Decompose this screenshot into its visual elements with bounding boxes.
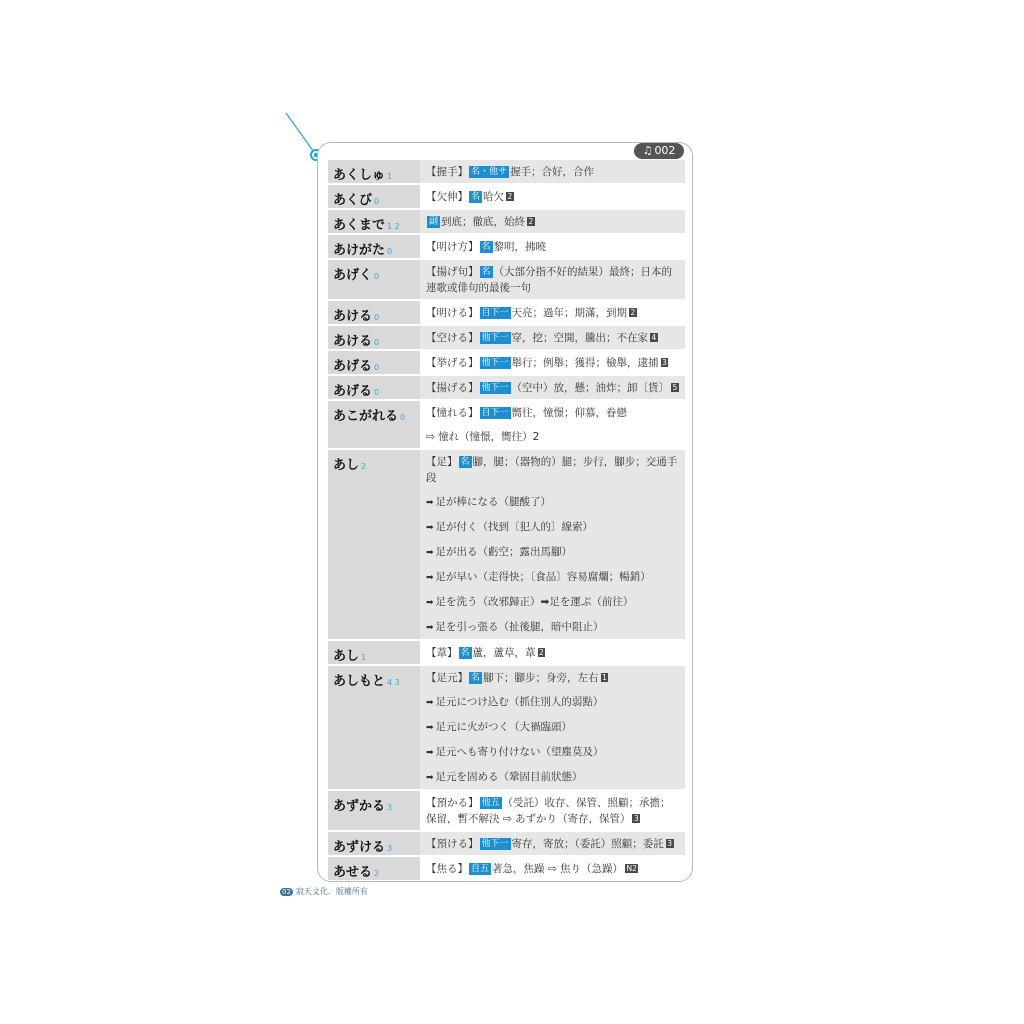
kanji-form: 【挙げる】 bbox=[426, 357, 479, 369]
arrow-icon: ➡ bbox=[426, 748, 434, 758]
page-footer bbox=[280, 886, 368, 897]
headword: あこがれる bbox=[333, 409, 399, 424]
headword-cell bbox=[328, 666, 420, 789]
meaning-text: 握手；合好，合作 bbox=[510, 166, 595, 178]
part-of-speech-tag: 名 bbox=[460, 648, 470, 658]
definition-cell bbox=[420, 791, 685, 830]
example-text: 足を引っ張る（扯後腿，暗中阻止） bbox=[435, 621, 604, 633]
level-badge: 5 bbox=[672, 383, 678, 392]
headword-cell bbox=[328, 857, 420, 880]
meaning-text: 著急，焦躁 ⇨ 焦り（急躁） bbox=[492, 863, 623, 875]
example-phrase bbox=[426, 494, 679, 511]
definition-cell bbox=[420, 235, 685, 258]
entry-row bbox=[328, 401, 685, 448]
meaning-text: 哈欠 bbox=[483, 191, 505, 203]
example-phrase bbox=[426, 429, 679, 445]
headword-cell bbox=[328, 235, 420, 258]
headword-cell bbox=[328, 260, 420, 299]
definition-cell bbox=[420, 832, 685, 855]
kanji-form: 【葦】 bbox=[426, 647, 458, 659]
headword: あける bbox=[333, 334, 373, 349]
entry-row bbox=[328, 376, 685, 399]
entry-row bbox=[328, 351, 685, 374]
headword: あずける bbox=[333, 840, 386, 855]
level-badge: 3 bbox=[662, 358, 667, 367]
headword-cell bbox=[328, 326, 420, 349]
headword: あくび bbox=[333, 193, 373, 208]
entry-row bbox=[328, 235, 685, 258]
meaning-text: 腳下；腳步；身旁，左右 bbox=[483, 672, 599, 684]
kanji-form: 【明け方】 bbox=[426, 241, 479, 253]
definition-cell bbox=[420, 351, 685, 374]
example-phrase bbox=[426, 544, 679, 561]
accent-number: 0 bbox=[387, 247, 393, 256]
headword: あくしゅ bbox=[333, 168, 386, 183]
definition-cell bbox=[420, 260, 685, 299]
audio-track-badge[interactable] bbox=[634, 143, 684, 159]
example-phrase bbox=[426, 519, 679, 536]
entry-row bbox=[328, 210, 685, 233]
example-phrase bbox=[426, 694, 679, 711]
definition-cell bbox=[420, 376, 685, 399]
part-of-speech-tag: 名・他サ bbox=[471, 167, 508, 177]
part-of-speech-tag: 他下一 bbox=[481, 333, 509, 343]
part-of-speech-tag: 他下一 bbox=[481, 839, 509, 849]
arrow-icon: ➡ bbox=[426, 548, 434, 558]
meaning-text: 蘆，蘆草，葦 bbox=[472, 647, 536, 659]
example-text: 足が棒になる（腿酸了） bbox=[435, 496, 552, 508]
example-text: 足が付く（找到〔犯人的〕線索） bbox=[435, 521, 594, 533]
definition-cell bbox=[420, 450, 685, 639]
accent-number: 0 bbox=[374, 197, 380, 206]
meaning-text: 寄存，寄放；（委託）照顧；委託 bbox=[511, 838, 664, 850]
part-of-speech-tag: 名 bbox=[481, 267, 491, 277]
headword-cell bbox=[328, 185, 420, 208]
part-of-speech-tag: 名 bbox=[471, 673, 481, 683]
definition-cell bbox=[420, 160, 685, 183]
kanji-form: 【欠伸】 bbox=[426, 191, 468, 203]
headword-cell bbox=[328, 791, 420, 830]
meaning-text: 天亮；過年；期滿，到期 bbox=[511, 307, 628, 319]
kanji-form: 【揚げ句】 bbox=[426, 266, 479, 278]
entry-row bbox=[328, 641, 685, 664]
headword-cell bbox=[328, 641, 420, 664]
headword: あし bbox=[333, 458, 360, 473]
accent-number: 0 bbox=[374, 272, 380, 281]
meaning-text: （空中）放，懸；油炸；卸〔貨〕 bbox=[511, 382, 670, 394]
kanji-form: 【焦る】 bbox=[426, 863, 468, 875]
example-text: 足が早い（走得快；〔食品〕容易腐爛；暢銷） bbox=[435, 571, 651, 583]
kanji-form: 【足元】 bbox=[426, 672, 468, 684]
meaning-text: 舉行；例舉；獲得；檢舉，逮捕 bbox=[511, 357, 659, 369]
example-text: 足元を固める（鞏固目前狀態） bbox=[435, 771, 583, 783]
entry-row bbox=[328, 857, 685, 880]
accent-number: 0 bbox=[374, 388, 380, 397]
kanji-form: 【預ける】 bbox=[426, 838, 479, 850]
example-phrase bbox=[426, 594, 679, 611]
example-phrase bbox=[426, 619, 679, 636]
music-note-icon: ♫ bbox=[642, 144, 653, 157]
entry-row bbox=[328, 666, 685, 789]
arrow-icon: ➡ bbox=[426, 498, 434, 508]
definition-cell bbox=[420, 401, 685, 448]
example-text: 足元に火がつく（大禍臨頭） bbox=[435, 721, 573, 733]
accent-number: 4 3 bbox=[387, 678, 400, 687]
example-phrase bbox=[426, 744, 679, 761]
kanji-form: 【預かる】 bbox=[426, 797, 479, 809]
meaning-text: 穿，挖；空開，騰出；不在家 bbox=[511, 332, 649, 344]
part-of-speech-tag: 他下一 bbox=[481, 383, 509, 393]
arrow-icon: ➡ bbox=[426, 773, 434, 783]
kanji-form: 【握手】 bbox=[426, 166, 468, 178]
part-of-speech-tag: 副 bbox=[429, 217, 439, 227]
meaning-text: （受託）收存、保管、照顧；承擔；保留，暫不解決 ⇨ あずかり（寄存，保管） bbox=[426, 797, 671, 825]
accent-number: 0 bbox=[400, 413, 406, 422]
entry-row bbox=[328, 450, 685, 639]
part-of-speech-tag: 名 bbox=[481, 242, 491, 252]
part-of-speech-tag: 名 bbox=[471, 192, 481, 202]
example-phrase bbox=[426, 569, 679, 586]
headword-cell bbox=[328, 832, 420, 855]
accent-number: 0 bbox=[374, 313, 380, 322]
definition-cell bbox=[420, 641, 685, 664]
example-text: 足元につけ込む（抓住別人的弱點） bbox=[435, 696, 604, 708]
headword: あげる bbox=[333, 359, 373, 374]
level-badge: 2 bbox=[507, 192, 513, 201]
definition-cell bbox=[420, 326, 685, 349]
kanji-form: 【空ける】 bbox=[426, 332, 479, 344]
definition-cell bbox=[420, 301, 685, 324]
page-number: 02 bbox=[282, 888, 291, 896]
headword: あけがた bbox=[333, 243, 386, 258]
accent-number: 1 2 bbox=[387, 222, 400, 231]
accent-number: 2 bbox=[374, 869, 380, 878]
headword: あずかる bbox=[333, 799, 386, 814]
accent-number: 3 bbox=[387, 803, 393, 812]
headword-cell bbox=[328, 210, 420, 233]
headword-cell bbox=[328, 160, 420, 183]
level-badge: 2 bbox=[630, 308, 636, 317]
meaning-text: （大部分指不好的結果）最終；日本的連歌或俳句的最後一句 bbox=[426, 266, 673, 294]
accent-number: 1 bbox=[361, 653, 367, 662]
accent-number: 1 bbox=[387, 172, 393, 181]
headword-cell bbox=[328, 401, 420, 448]
part-of-speech-tag: 名 bbox=[460, 457, 470, 467]
definition-cell bbox=[420, 857, 685, 880]
headword: あしもと bbox=[333, 674, 386, 689]
entry-row bbox=[328, 185, 685, 208]
entry-row bbox=[328, 791, 685, 830]
part-of-speech-tag: 他下一 bbox=[481, 358, 509, 368]
level-badge: 1 bbox=[602, 673, 607, 682]
example-text: 足元へも寄り付けない（望塵莫及） bbox=[435, 746, 604, 758]
part-of-speech-tag: 自下一 bbox=[481, 408, 509, 418]
meaning-text: 黎明，拂曉 bbox=[493, 241, 547, 253]
level-badge: 2 bbox=[528, 217, 534, 226]
kanji-form: 【揚げる】 bbox=[426, 382, 479, 394]
example-text: 足が出る（虧空；露出馬腳） bbox=[435, 546, 573, 558]
meaning-text: 腳，腿；（器物的）腿；步行，腳步；交通手段 bbox=[426, 456, 678, 484]
entry-list bbox=[328, 160, 685, 882]
part-of-speech-tag: 自五 bbox=[471, 864, 490, 874]
meaning-text: 到底；徹底，始終 bbox=[441, 216, 526, 228]
headword: あせる bbox=[333, 865, 373, 880]
arrow-icon: ➡ bbox=[426, 723, 434, 733]
headword: あける bbox=[333, 309, 373, 324]
level-badge: 3 bbox=[667, 839, 673, 848]
arrow-icon: ➡ bbox=[426, 623, 434, 633]
kanji-form: 【憧れる】 bbox=[426, 407, 479, 419]
accent-number: 2 bbox=[361, 462, 367, 471]
definition-cell bbox=[420, 210, 685, 233]
level-badge: N2 bbox=[626, 864, 637, 873]
publisher-credit: 寂天文化．版權所有 bbox=[295, 887, 368, 896]
part-of-speech-tag: 他五 bbox=[481, 798, 500, 808]
arrow-icon: ➡ bbox=[426, 523, 434, 533]
accent-number: 0 bbox=[374, 363, 380, 372]
kanji-form: 【足】 bbox=[426, 456, 458, 468]
entry-row bbox=[328, 326, 685, 349]
definition-cell bbox=[420, 185, 685, 208]
example-phrase bbox=[426, 719, 679, 736]
headword-cell bbox=[328, 351, 420, 374]
level-badge: 4 bbox=[651, 333, 657, 342]
headword-cell bbox=[328, 450, 420, 639]
example-text: 足を洗う（改邪歸正）➡足を運ぶ（前往） bbox=[435, 596, 634, 608]
headword: あげる bbox=[333, 384, 373, 399]
part-of-speech-tag: 自下一 bbox=[481, 308, 509, 318]
arrow-icon: ➡ bbox=[426, 573, 434, 583]
headword: あげく bbox=[333, 268, 373, 283]
accent-number: 0 bbox=[374, 338, 380, 347]
headword-cell bbox=[328, 301, 420, 324]
headword: あし bbox=[333, 649, 360, 664]
entry-row bbox=[328, 260, 685, 299]
arrow-icon: ➡ bbox=[426, 598, 434, 608]
headword-cell bbox=[328, 376, 420, 399]
headword: あくまで bbox=[333, 218, 386, 233]
entry-row bbox=[328, 160, 685, 183]
track-number: 002 bbox=[654, 144, 676, 157]
definition-cell bbox=[420, 666, 685, 789]
accent-number: 3 bbox=[387, 844, 393, 853]
level-badge: 2 bbox=[539, 648, 544, 657]
kanji-form: 【明ける】 bbox=[426, 307, 479, 319]
entry-row bbox=[328, 301, 685, 324]
meaning-text: 嚮往，憧憬；仰慕，眷戀 bbox=[511, 407, 628, 419]
entry-row bbox=[328, 832, 685, 855]
example-phrase bbox=[426, 769, 679, 786]
arrow-icon: ➡ bbox=[426, 698, 434, 708]
level-badge: 3 bbox=[633, 814, 639, 823]
example-text: ⇨ 憧れ（憧憬，嚮往）2 bbox=[426, 431, 540, 443]
